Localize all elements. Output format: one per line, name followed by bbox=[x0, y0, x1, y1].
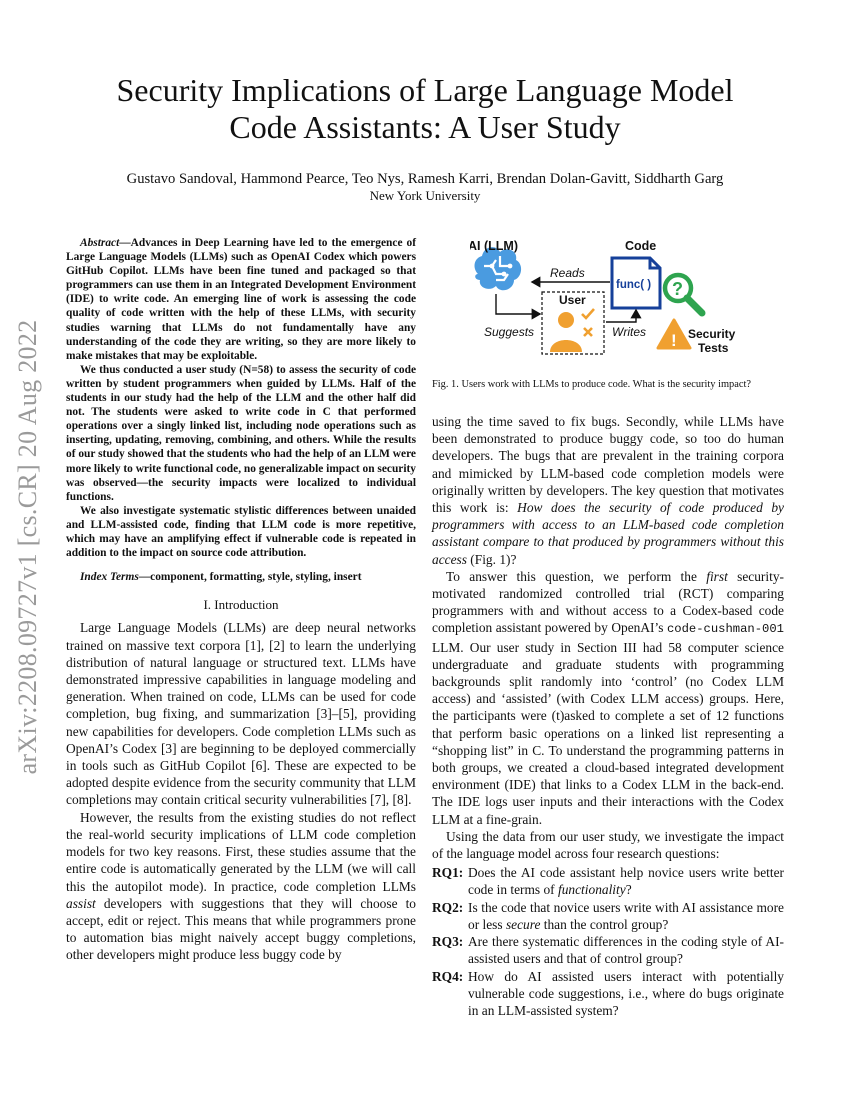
intro-paragraph-3: using the time saved to fix bugs. Secondly, while LLMs have been demonstrated to produce buggy code, so too do human developers. The bugs that are prevalent in the training corpora and mimicked by LLM-based code completion models were originally written by developers. The key question that motivates this work is: How does the security of code produced by programmers with access to an LLM-based code completion assistant compare to that produced by programmers without this access (Fig. 1)? bbox=[432, 414, 785, 567]
intro-paragraph-2: However, the results from the existing studies do not reflect the real-world security implications of LLM code completion models for two key reasons. First, these studies assume that the entire code is automatically generated by the LLM (we will call this the autopilot mode). In practice, code completion LLMs assist developers with suggestions that they will choose to accept, edit or reject. This means that while programmers prone to automation bias might naively accept buggy completions, other developers might produce less buggy code by bbox=[66, 809, 416, 963]
arxiv-identifier bbox=[6, 287, 56, 807]
writes-label: Writes bbox=[612, 325, 646, 339]
warning-glyph: ! bbox=[671, 331, 677, 350]
index-terms: Index Terms—component, formatting, style, styling, insert bbox=[80, 571, 362, 584]
research-question bbox=[432, 899, 784, 933]
code-function-text: func( ) bbox=[616, 279, 652, 291]
research-question-label: RQ3: bbox=[432, 934, 464, 950]
affiliation: New York University bbox=[369, 188, 481, 203]
section-heading-introduction: I. Introduction bbox=[203, 597, 279, 613]
suggests-arrow bbox=[496, 294, 540, 314]
research-question-label: RQ1: bbox=[432, 865, 464, 881]
index-terms-label: Index Terms bbox=[80, 571, 139, 584]
ai-llm-label: AI (LLM) bbox=[470, 239, 518, 253]
right-column bbox=[432, 413, 784, 1019]
suggests-label: Suggests bbox=[484, 325, 535, 339]
model-name-code: code-cushman-001 bbox=[666, 622, 784, 637]
writes-arrow bbox=[606, 310, 636, 322]
abstract bbox=[66, 236, 416, 584]
research-question-label: RQ4: bbox=[432, 968, 464, 984]
paper-title bbox=[70, 72, 780, 146]
check-cross-icon bbox=[582, 309, 594, 336]
research-question bbox=[432, 968, 784, 1020]
user-icon bbox=[550, 312, 582, 352]
abstract-paragraph-3: We also investigate systematic stylistic differences between unaided and LLM-assisted code, finding that LLM code is more repetitive, which may have an amplifying effect if vulnerable code is repeated in addition to the impact on source code attribution. bbox=[66, 504, 416, 560]
research-question bbox=[432, 933, 784, 967]
arxiv-identifier-text: arXiv:2208.09727v1 [cs.CR] 20 Aug 2022 bbox=[13, 319, 42, 775]
warning-triangle-icon bbox=[658, 320, 690, 350]
author-list: Gustavo Sandoval, Hammond Pearce, Teo Nys, Ramesh Karri, Brendan Dolan-Gavitt, Siddharth Garg bbox=[126, 171, 724, 187]
code-label: Code bbox=[625, 239, 657, 253]
research-question-text: Are there systematic differences in the coding style of AI-assisted users and that of control group? bbox=[468, 934, 784, 967]
question-glyph: ? bbox=[672, 279, 683, 299]
title-line-2: Code Assistants: A User Study bbox=[229, 109, 621, 145]
security-tests-label-line-2: Tests bbox=[698, 341, 729, 355]
abstract-label: Abstract bbox=[80, 237, 120, 249]
intro-paragraph-5: Using the data from our user study, we investigate the impact of the language model across four research questions: bbox=[432, 828, 784, 862]
figure-1-caption: Fig. 1. Users work with LLMs to produce code. What is the security impact? bbox=[432, 379, 751, 390]
magnifier-question-icon bbox=[665, 275, 702, 313]
security-tests-label-line-1: Security bbox=[688, 327, 736, 341]
intro-paragraph-4: To answer this question, we perform the first security-motivated randomized controlled trial (RCT) comparing programmers with and without access to a Codex-based code completion assistant powered by OpenAI’s code-cushman-001 LLM. Our user study in Section III had 58 computer science undergraduate and graduate students with programming backgrounds split randomly into ‘control’ (no Codex LLM access) and ‘assisted’ (with Codex LLM access) groups. Here, the participants were (t)asked to complete a set of 12 functions that perform basic operations on a linked list representing a “shopping list” in C. To understand the programming patterns in both groups, we created a cloud-based integrated development environment (IDE) that links to a Codex LLM in the back-end. The IDE logs user inputs and their interactions with the Codex LLM at a fine-grain. bbox=[432, 568, 784, 827]
left-column bbox=[66, 236, 416, 964]
research-question-text: How do AI assisted users interact with potentially vulnerable code suggestions, i.e., where do bugs originate in an LLM-assisted system? bbox=[468, 968, 784, 1018]
title-line-1: Security Implications of Large Language Model bbox=[116, 72, 734, 108]
figure-1 bbox=[470, 236, 760, 364]
abstract-paragraph-1: Abstract—Advances in Deep Learning have led to the emergence of Large Language Models (LLMs) such as OpenAI Codex which powers GitHub Copilot. LLMs have been fine tuned and packaged so that programmers can use them in an Integrated Development Environment (IDE) to write code. An emerging line of work is assessing the code quality of code written with the help of these LLMs, with security studies warning that LLMs do not fundamentally have any understanding of the code they are writing, so they are more likely to make mistakes that may be exploitable. bbox=[66, 237, 416, 362]
research-question-text: Does the AI code assistant help novice users write better code in terms of functionality? bbox=[468, 865, 784, 898]
user-label: User bbox=[559, 293, 586, 307]
research-question bbox=[432, 864, 784, 898]
intro-paragraph-1: Large Language Models (LLMs) are deep neural networks trained on massive text corpora [1], [2] to learn the underlying distribution of natural language or structured text. LLMs have demonstrated impressive capabilities in language modeling and generation. When trained on code, LLMs can be used for code completion, bug fixing, and summarization [3]–[5], providing new capabilities for developers. Code completion LLMs such as OpenAI’s Codex [3] are beginning to be deployed commercially in tools such as GitHub Copilot [6]. These are expected to be adopted despite evidence from the security community that LLM completions may contain critical security vulnerabilities [7], [8]. bbox=[66, 620, 416, 808]
research-question-text: Is the code that novice users write with AI assistance more or less secure than the control group? bbox=[468, 899, 784, 932]
research-question-list bbox=[432, 864, 784, 1019]
brain-icon bbox=[475, 247, 522, 290]
research-question-label: RQ2: bbox=[432, 899, 464, 915]
abstract-paragraph-2: We thus conducted a user study (N=58) to assess the security of code written by student programmers when guided by LLMs. Half of the students in our study had the help of the LLM and the other half did not. The students were asked to write code in C that performed operations over a singly linked list, including node operations such as inserting, updating, removing, combining, and others. While the results of our study showed that the students who had the help of an LLM were more likely to write functional code, no generalizable impact on security was observed—the security impacts were localized to individual functions. bbox=[66, 363, 416, 503]
reads-label: Reads bbox=[550, 266, 585, 280]
